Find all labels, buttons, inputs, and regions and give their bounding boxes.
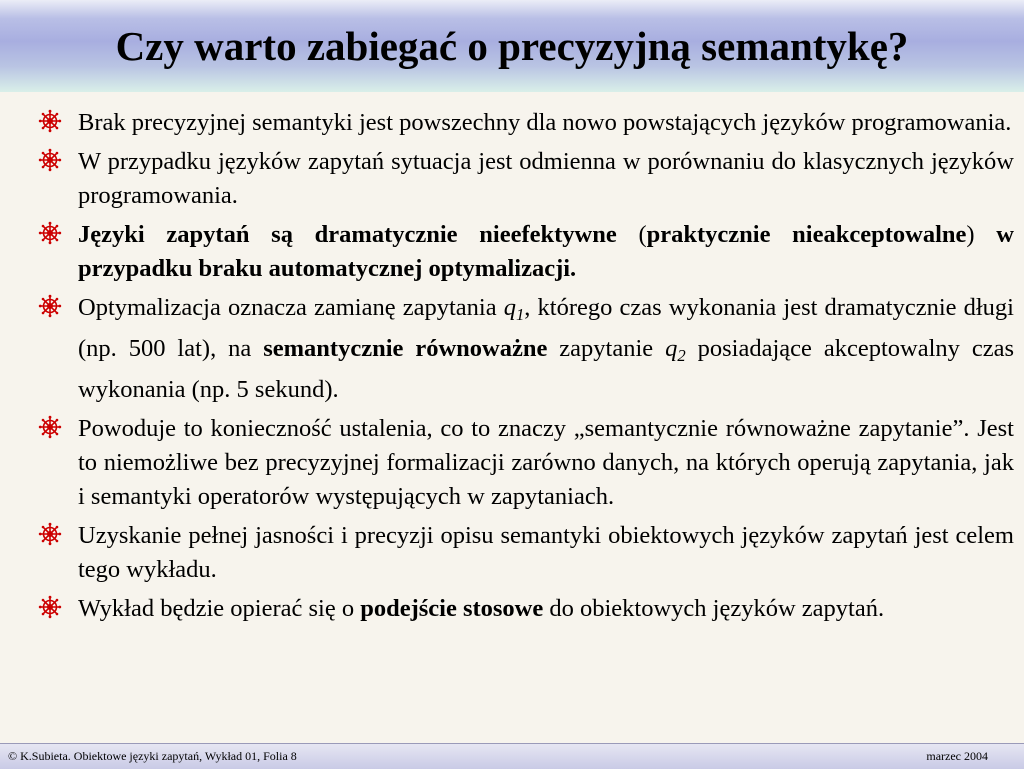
bullet-text [78,106,1014,140]
text-run: podejście stosowe [360,594,544,622]
text-run: , którego czas wykonania jest dramatycznie długi (np. 500 lat), na [78,294,1014,362]
list-item [38,291,1014,407]
bullet-text [78,519,1014,587]
ship-wheel-icon [38,595,62,619]
text-run: 2 [677,345,686,365]
footer-copyright: © K.Subieta. Obiektowe języki zapytań, Wykład 01, Folia 8 [8,749,297,763]
text-run: zapytanie [547,334,666,362]
bullet-text [78,412,1014,514]
slide-footer [0,743,1024,769]
ship-wheel-icon [38,148,62,172]
footer-date: marzec 2004 [926,749,988,763]
bullet-text [78,145,1014,213]
list-item [38,412,1014,514]
ship-wheel-icon [38,415,62,439]
bullet-text [78,592,1014,626]
text-run: Powoduje to konieczność ustalenia, co to znaczy „semantycznie równoważne zapytanie”. Jest to niemożliwe bez precyzyjnej formalizacji zarówno danych, na których operują zapytania, jak i semantyki operatorów występujących w zapytaniach. [78,414,1014,510]
text-run: w przypadku braku automatycznej optymalizacji. [78,221,1014,282]
text-run: q [503,294,516,321]
bullet-text [78,218,1014,286]
text-run: do obiektowych języków zapytań. [543,594,885,622]
list-item [38,592,1014,626]
ship-wheel-icon [38,221,62,245]
text-run: W przypadku języków zapytań sytuacja jest odmienna w porównaniu do klasycznych języków programowania. [78,148,1014,209]
slide-title: Czy warto zabiegać o precyzyjną semantykę? [115,23,909,69]
list-item [38,218,1014,286]
text-run: Języki zapytań są dramatycznie nieefektywne [78,221,617,248]
ship-wheel-icon [38,294,62,318]
text-run: Brak precyzyjnej semantyki jest powszechny dla nowo powstających języków programowania. [78,109,1012,136]
list-item [38,145,1014,213]
ship-wheel-icon [38,522,62,546]
text-run: Uzyskanie pełnej jasności i precyzji opisu semantyki obiektowych języków zapytań jest celem tego wykładu. [78,521,1014,583]
ship-wheel-icon [38,109,62,133]
list-item [38,106,1014,140]
bullet-text [78,291,1014,407]
text-run: praktycznie nieakceptowalne [646,221,967,248]
text-run: 1 [515,304,525,324]
bullet-list [38,106,1014,631]
slide-header [0,0,1024,92]
text-run: posiadające akceptowalny czas wykonania (np. 5 sekund). [78,334,1015,403]
text-run: ) [966,221,997,248]
list-item [38,519,1014,587]
text-run: semantycznie równoważne [263,334,548,362]
text-run: Optymalizacja oznacza zamianę zapytania [78,294,504,321]
text-run: ( [616,221,647,248]
text-run: q [665,334,678,362]
text-run: Wykład będzie opierać się o [78,594,361,622]
